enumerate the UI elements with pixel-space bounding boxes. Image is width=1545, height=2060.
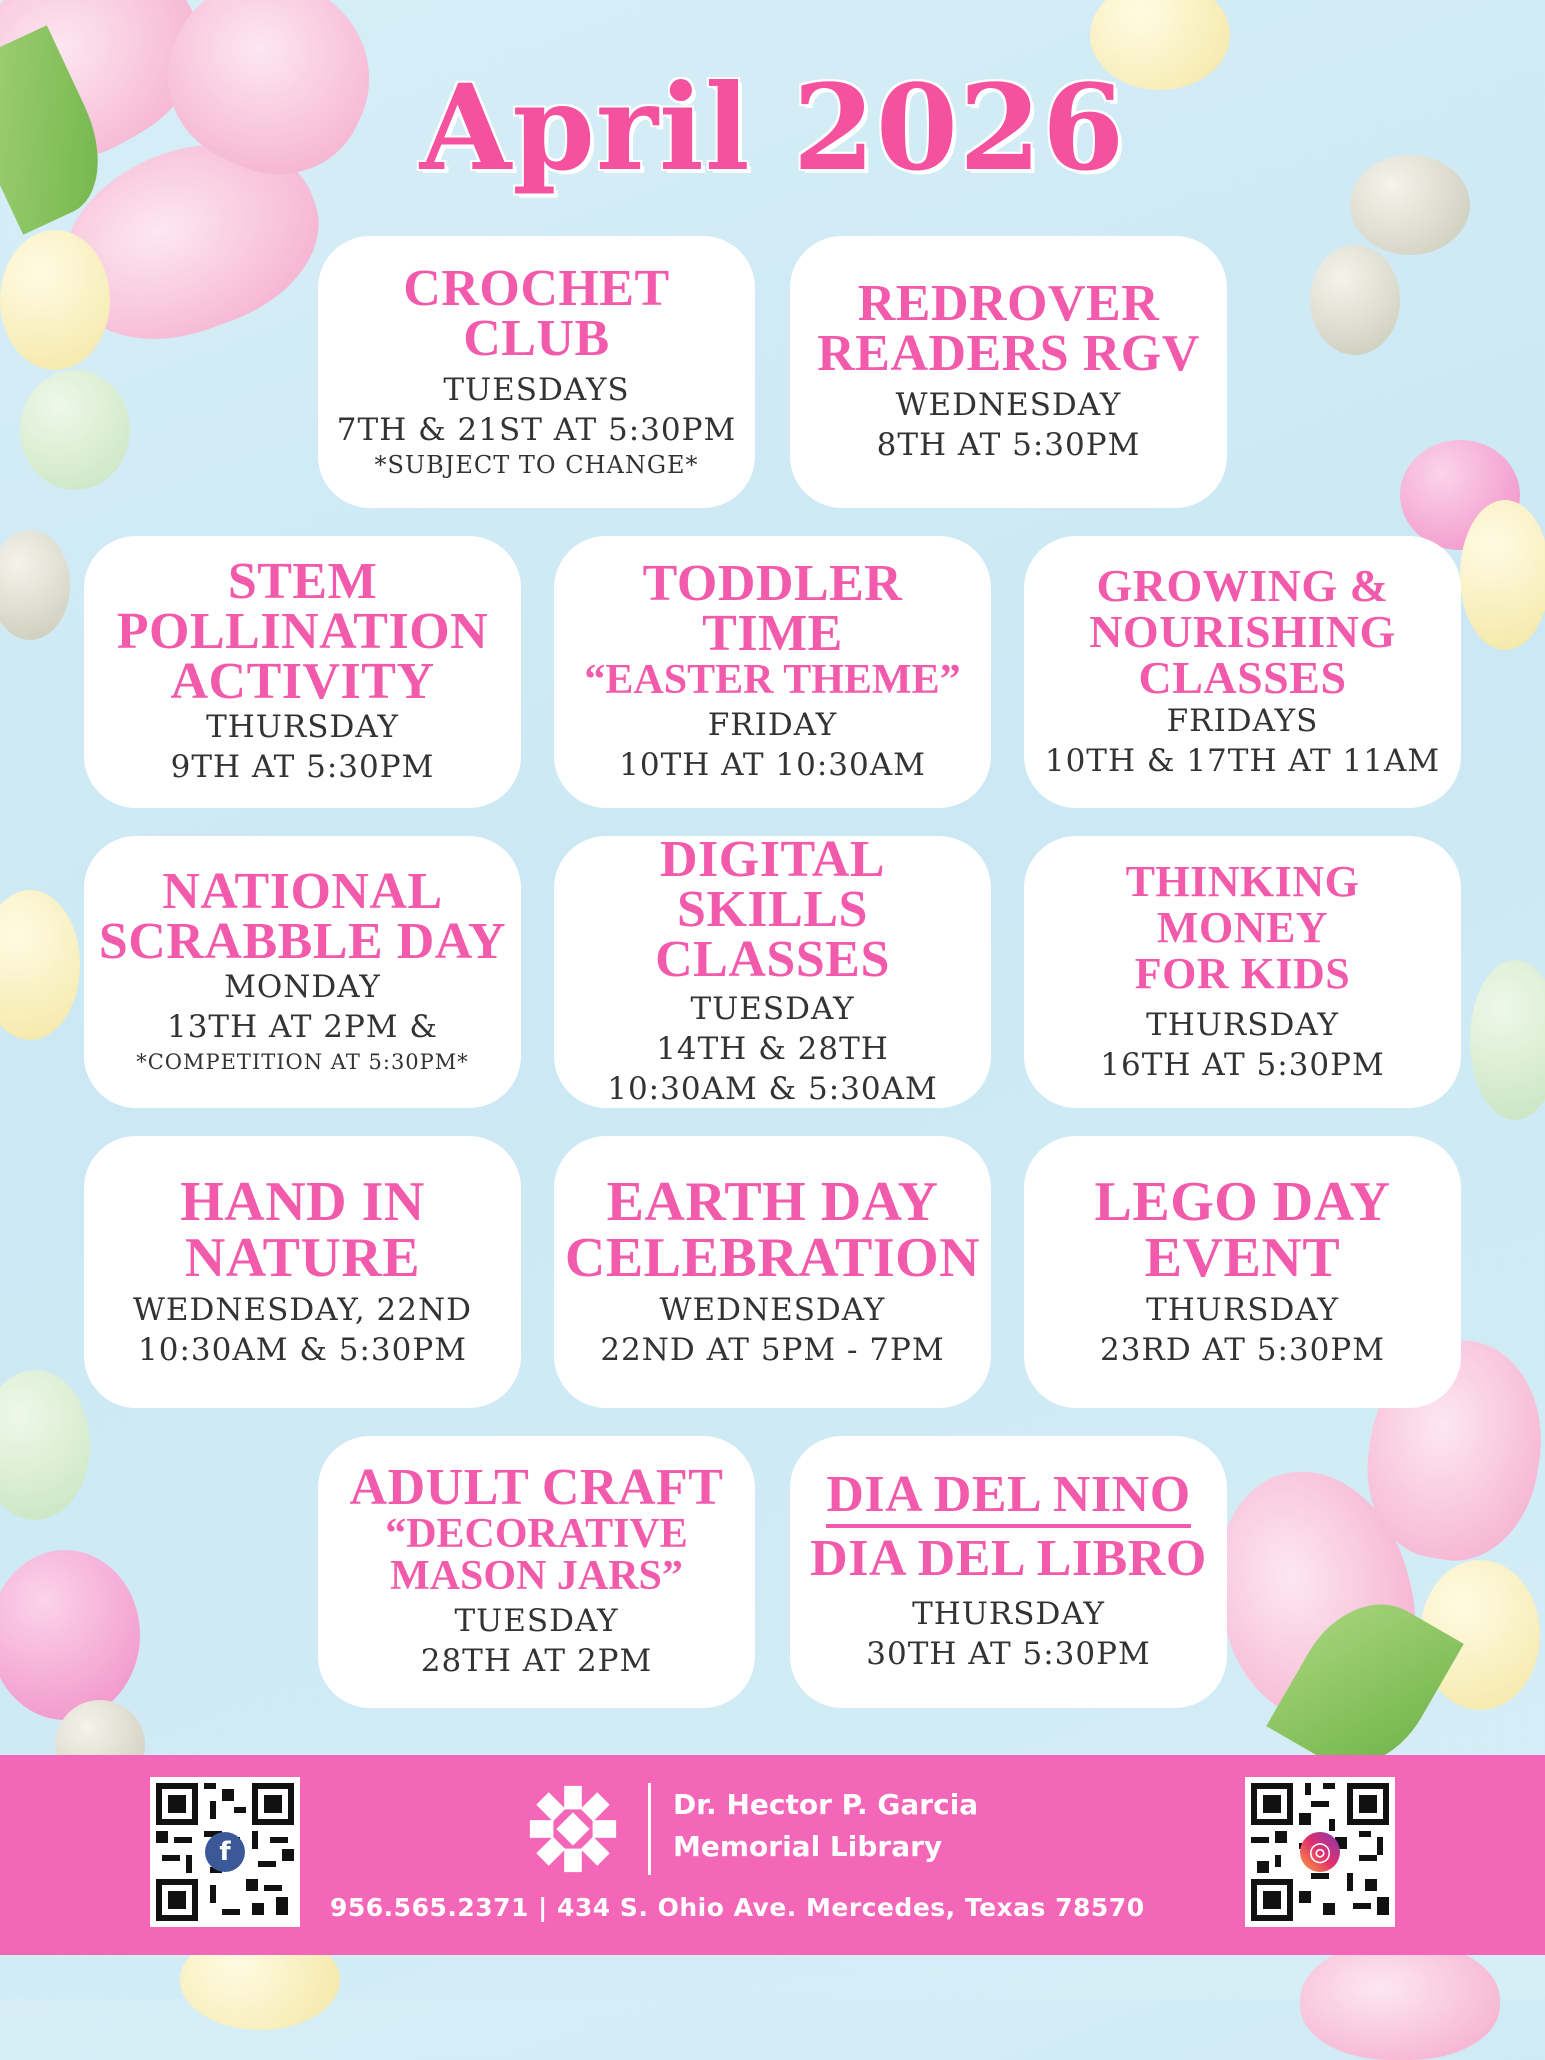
library-name: [673, 1784, 978, 1868]
event-title-line: ACTIVITY: [170, 653, 435, 710]
event-day: THURSDAY: [1146, 1007, 1339, 1043]
egg-decoration: [1310, 245, 1400, 355]
event-title-line: SCRABBLE DAY: [98, 913, 507, 970]
event-card-crochet-club: [318, 236, 755, 508]
event-card-thinking-money: [1024, 836, 1461, 1108]
event-time: 16TH AT 5:30PM: [1100, 1047, 1385, 1083]
event-time: 8TH AT 5:30PM: [876, 427, 1141, 463]
event-time: 7TH & 21ST AT 5:30PM: [336, 412, 737, 448]
event-day: THURSDAY: [1146, 1292, 1339, 1328]
event-time: 23RD AT 5:30PM: [1100, 1332, 1385, 1368]
event-subtitle-line: MASON JARS”: [390, 1553, 683, 1599]
event-title-line: CELEBRATION: [564, 1227, 981, 1289]
egg-decoration: [0, 530, 70, 640]
event-day: WEDNESDAY: [659, 1292, 886, 1328]
facebook-qr-code[interactable]: [150, 1777, 300, 1927]
event-card-stem-pollination: [84, 536, 521, 808]
egg-decoration: [20, 370, 130, 490]
event-card-earth-day: [554, 1136, 991, 1408]
event-time: 9TH AT 5:30PM: [170, 749, 435, 785]
event-time: 10TH & 17TH AT 11AM: [1044, 743, 1441, 779]
footer-divider: [648, 1783, 651, 1875]
event-note: *COMPETITION AT 5:30PM*: [136, 1050, 469, 1074]
event-title-line: NATURE: [184, 1227, 421, 1289]
event-day: TUESDAYS: [443, 372, 630, 408]
event-day: TUESDAY: [690, 991, 855, 1027]
event-time: 10:30AM & 5:30PM: [138, 1332, 467, 1368]
event-day: MONDAY: [224, 969, 381, 1005]
event-card-growing-nourishing: [1024, 536, 1461, 808]
event-time: 10:30AM & 5:30AM: [607, 1071, 938, 1107]
event-card-national-scrabble-day: [84, 836, 521, 1108]
event-title-line: GROWING &: [1096, 560, 1389, 611]
event-card-dia-del-nino: [790, 1436, 1227, 1708]
event-time: 30TH AT 5:30PM: [866, 1636, 1151, 1672]
instagram-qr-code[interactable]: [1245, 1777, 1395, 1927]
event-title-line: READERS RGV: [817, 325, 1200, 382]
event-title-line: CLASSES: [655, 931, 890, 988]
event-title-line: NOURISHING: [1089, 606, 1396, 657]
egg-decoration: [1460, 500, 1545, 650]
event-time: 22ND AT 5PM - 7PM: [600, 1332, 945, 1368]
event-title-line: LEGO DAY: [1094, 1171, 1391, 1233]
facebook-icon: f: [205, 1832, 245, 1872]
event-title-line: EARTH DAY: [606, 1171, 939, 1233]
event-day: WEDNESDAY, 22ND: [133, 1292, 472, 1328]
event-title-line: DIA DEL NINO: [826, 1470, 1190, 1528]
instagram-icon: ◎: [1300, 1832, 1340, 1872]
event-subtitle-line: “DECORATIVE: [385, 1511, 688, 1557]
egg-decoration: [0, 1370, 90, 1520]
library-name-line: Memorial Library: [673, 1830, 943, 1863]
event-card-redrover-readers: [790, 236, 1227, 508]
library-name-line: Dr. Hector P. Garcia: [673, 1788, 979, 1821]
event-title-line: DIGITAL SKILLS: [659, 831, 886, 938]
event-day: TUESDAY: [454, 1603, 619, 1639]
egg-decoration: [1470, 960, 1545, 1120]
event-title-line: NATIONAL: [162, 863, 443, 920]
event-time: 13TH AT 2PM &: [166, 1009, 438, 1045]
contact-info: 956.565.2371 | 434 S. Ohio Ave. Mercedes, Texas 78570: [330, 1893, 1145, 1922]
event-time: 28TH AT 2PM: [420, 1643, 653, 1679]
event-day: THURSDAY: [912, 1596, 1105, 1632]
page-title: April 2026: [419, 58, 1126, 197]
egg-decoration: [0, 1550, 140, 1720]
event-card-hand-in-nature: [84, 1136, 521, 1408]
event-card-digital-skills: [554, 831, 991, 1108]
event-subtitle: “EASTER THEME”: [584, 657, 961, 703]
event-card-toddler-time: [554, 536, 991, 808]
event-title-line: REDROVER: [857, 275, 1160, 332]
event-dates: 14TH & 28TH: [656, 1031, 889, 1067]
tulip-decoration: [1300, 1940, 1500, 2060]
event-note: *SUBJECT TO CHANGE*: [374, 451, 699, 479]
event-title-line: EVENT: [1144, 1227, 1341, 1289]
event-day: WEDNESDAY: [895, 387, 1122, 423]
egg-decoration: [0, 890, 80, 1040]
event-time: 10TH AT 10:30AM: [619, 747, 926, 783]
event-title-line: STEM: [227, 553, 378, 610]
event-title: TODDLER TIME: [642, 555, 903, 662]
event-day: FRIDAY: [707, 707, 838, 743]
event-title-line: HAND IN: [180, 1171, 425, 1233]
event-card-lego-day: [1024, 1136, 1461, 1408]
event-title-line: CLASSES: [1138, 652, 1347, 703]
event-title: CROCHET CLUB: [403, 260, 670, 367]
library-logo-icon: [524, 1780, 622, 1878]
event-card-adult-craft: [318, 1436, 755, 1708]
event-title-line: DIA DEL LIBRO: [810, 1530, 1207, 1587]
event-title-line: POLLINATION: [116, 603, 489, 660]
event-title: ADULT CRAFT: [349, 1459, 724, 1516]
event-title-line: THINKING MONEY: [1125, 857, 1360, 952]
event-title-line: FOR KIDS: [1134, 949, 1351, 998]
egg-decoration: [0, 230, 110, 370]
event-day: FRIDAYS: [1166, 703, 1319, 739]
event-day: THURSDAY: [206, 709, 399, 745]
